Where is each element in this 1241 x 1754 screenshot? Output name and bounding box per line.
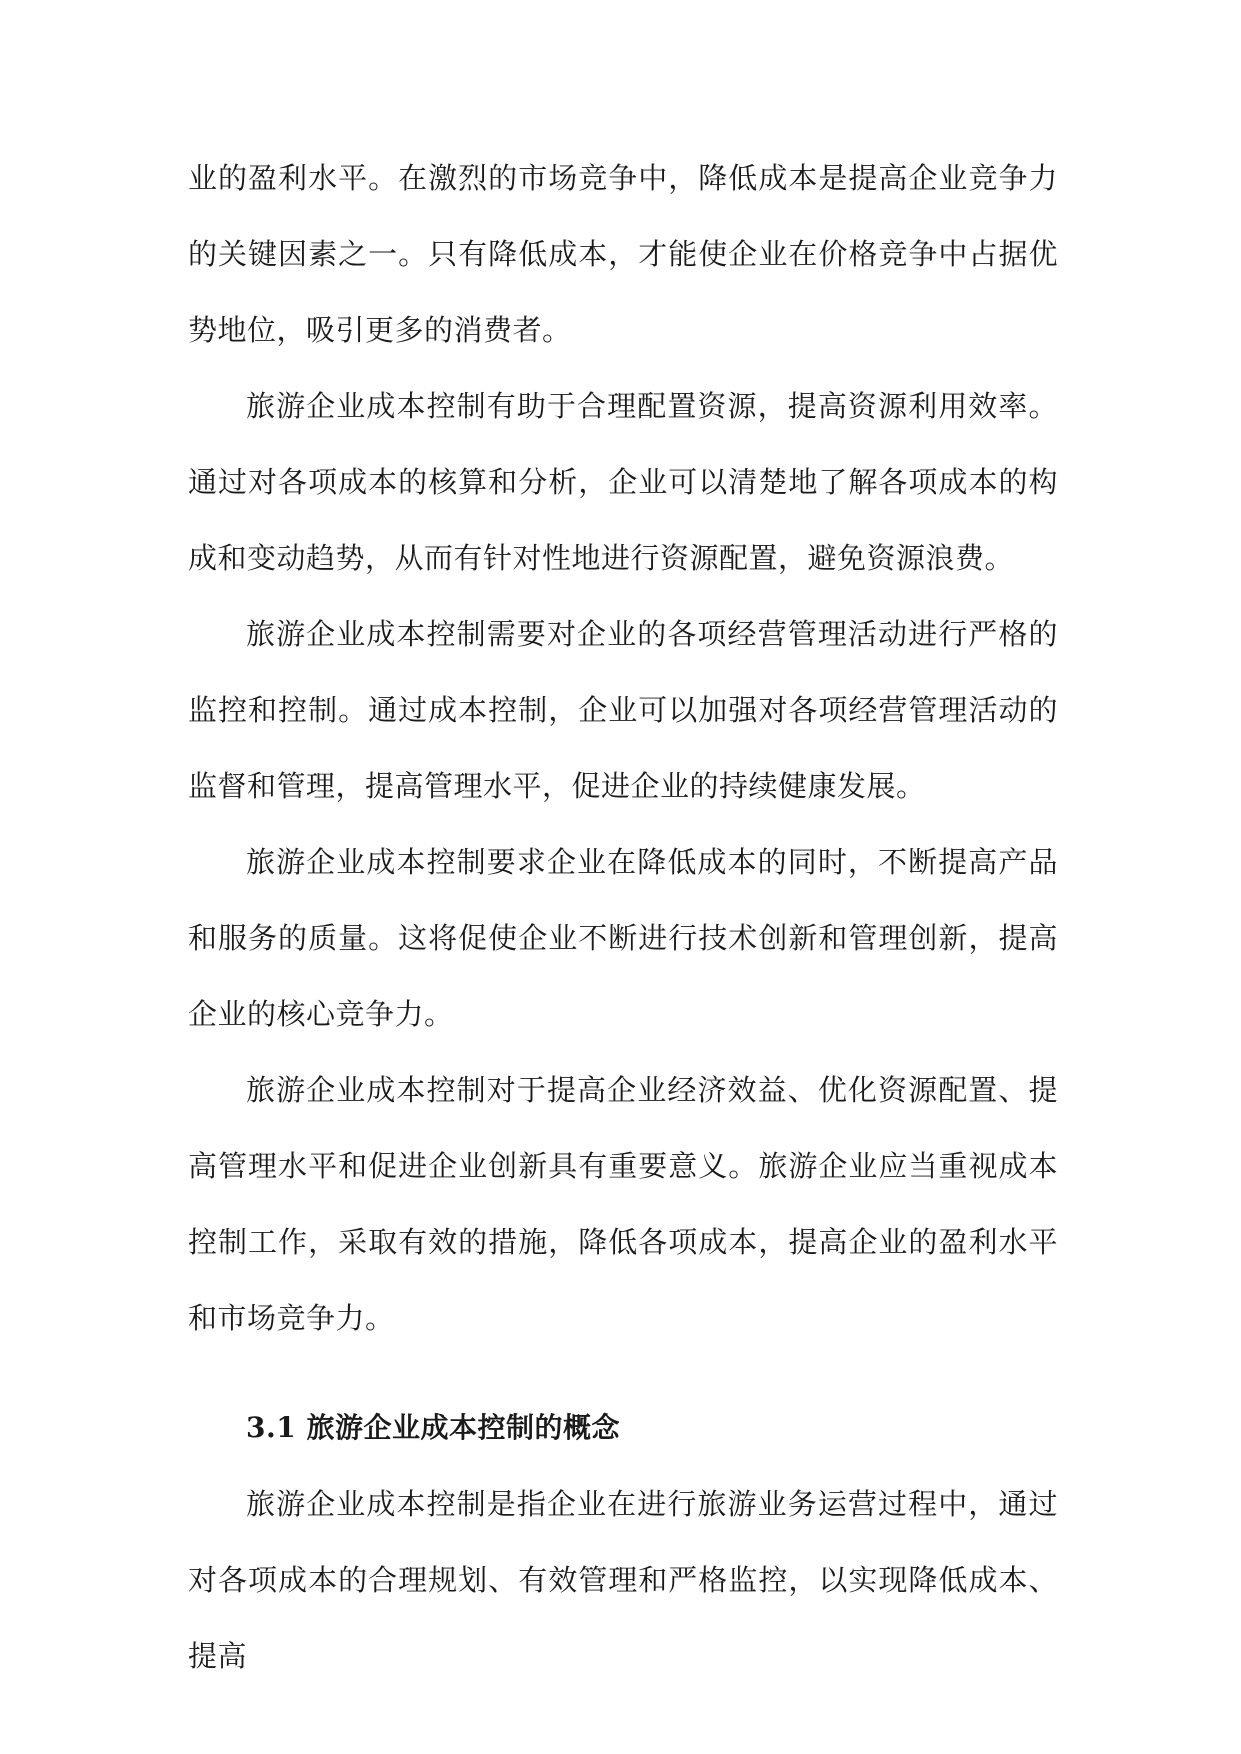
- paragraph-continuation: 业的盈利水平。在激烈的市场竞争中，降低成本是提高企业竞争力的关键因素之一。只有降低成本，才能使企业在价格竞争中占据优势地位，吸引更多的消费者。: [188, 161, 1058, 347]
- paragraph-summary: 旅游企业成本控制对于提高企业经济效益、优化资源配置、提高管理水平和促进企业创新具有重要意义。旅游企业应当重视成本控制工作，采取有效的措施，降低各项成本，提高企业的盈利水平和市场竞争力。: [188, 1073, 1058, 1335]
- section-heading: 3.1 旅游企业成本控制的概念: [246, 1411, 620, 1444]
- paragraph-resource-allocation: 旅游企业成本控制有助于合理配置资源，提高资源利用效率。通过对各项成本的核算和分析，企业可以清楚地了解各项成本的构成和变动趋势，从而有针对性地进行资源配置，避免资源浪费。: [188, 389, 1058, 575]
- document-page: [188, 140, 1058, 1694]
- paragraph-management-control: 旅游企业成本控制需要对企业的各项经营管理活动进行严格的监控和控制。通过成本控制，企业可以加强对各项经营管理活动的监督和管理，提高管理水平，促进企业的持续健康发展。: [188, 617, 1058, 803]
- paragraph-concept: 旅游企业成本控制是指企业在进行旅游业务运营过程中，通过对各项成本的合理规划、有效管理和严格监控，以实现降低成本、提高: [188, 1487, 1058, 1673]
- paragraph-quality-innovation: 旅游企业成本控制要求企业在降低成本的同时，不断提高产品和服务的质量。这将促使企业不断进行技术创新和管理创新，提高企业的核心竞争力。: [188, 845, 1058, 1031]
